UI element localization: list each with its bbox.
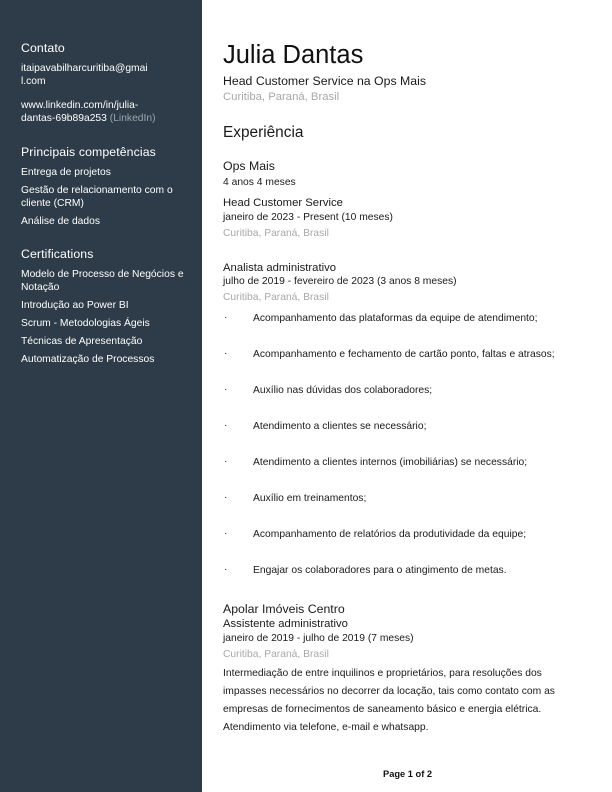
bullet-dot: · — [224, 528, 228, 539]
role-location: Curitiba, Paraná, Brasil — [223, 649, 329, 660]
profile-location: Curitiba, Paraná, Brasil — [223, 91, 340, 103]
company-duration: 4 anos 4 meses — [223, 177, 296, 188]
bullet-dot: · — [224, 420, 228, 431]
certifications-heading: Certifications — [21, 247, 94, 261]
certification-item: Modelo de Processo de Negócios e Notação — [21, 269, 184, 293]
skills-heading: Principais competências — [21, 145, 156, 159]
bullet-text: Auxílio em treinamentos; — [253, 493, 367, 504]
role-dates: janeiro de 2019 - julho de 2019 (7 meses) — [223, 633, 414, 644]
linkedin-line-2: dantas-69b89a253 — [21, 113, 107, 124]
role-title: Assistente administrativo — [223, 618, 348, 630]
bullet-dot: · — [224, 348, 228, 359]
company-name: Apolar Imóveis Centro — [223, 602, 345, 616]
contact-section — [21, 41, 192, 125]
role-title: Analista administrativo — [223, 262, 337, 274]
bullet-text: Atendimento a clientes se necessário; — [253, 421, 427, 432]
main-content — [223, 0, 598, 792]
bullet-text: Acompanhamento de relatórios da produtividade da equipe; — [253, 529, 527, 540]
certifications-list — [21, 268, 192, 366]
contact-heading: Contato — [21, 41, 65, 55]
role-title: Head Customer Service — [223, 197, 343, 209]
skill-item: Análise de dados — [21, 216, 101, 227]
linkedin-line-1: www.linkedin.com/in/julia- — [21, 100, 139, 111]
linkedin-link[interactable] — [21, 99, 192, 125]
certification-item: Automatização de Processos — [21, 354, 155, 365]
page-indicator: Page 1 of 2 — [383, 769, 433, 779]
profile-headline: Head Customer Service na Ops Mais — [223, 74, 426, 88]
experience-heading: Experiência — [223, 124, 304, 141]
email-link[interactable] — [21, 62, 192, 88]
email-line-2: l.com — [21, 76, 46, 87]
email-line-1: itaipavabilharcuritiba@gmai — [21, 63, 148, 74]
skill-item: Gestão de relacionamento com o cliente (CRM) — [21, 185, 173, 209]
certifications-section — [21, 247, 192, 366]
bullet-dot: · — [224, 492, 228, 503]
bullet-text: Engajar os colaboradores para o atingimento de metas. — [253, 565, 507, 576]
role-dates: julho de 2019 - fevereiro de 2023 (3 anos 8 meses) — [223, 276, 457, 287]
skills-section — [21, 145, 192, 228]
company-name: Ops Mais — [223, 159, 275, 173]
bullet-dot: · — [224, 456, 228, 467]
role-location: Curitiba, Paraná, Brasil — [223, 292, 329, 303]
certification-item: Técnicas de Apresentação — [21, 336, 143, 347]
skills-list — [21, 166, 192, 228]
linkedin-tag: (LinkedIn) — [109, 113, 156, 124]
certification-item: Scrum - Metodologias Ágeis — [21, 318, 150, 329]
bullet-dot: · — [224, 312, 228, 323]
role-description: Intermediação de entre inquilinos e proprietários, para resoluções dos impasses necessários no decorrer da locação, tais como contato com as empresas de fornecimentos de saneamento básico e energia elétrica. Atendimento via telefone, e-mail e whatsapp. — [223, 668, 555, 733]
bullet-text: Acompanhamento das plataformas da equipe de atendimento; — [253, 313, 538, 324]
profile-name: Julia Dantas — [223, 41, 364, 69]
certification-item: Introdução ao Power BI — [21, 300, 129, 311]
bullet-text: Atendimento a clientes internos (imobiliárias) se necessário; — [253, 457, 528, 468]
bullet-text: Acompanhamento e fechamento de cartão ponto, faltas e atrasos; — [253, 349, 555, 360]
role-dates: janeiro de 2023 - Present (10 meses) — [223, 212, 393, 223]
bullet-dot: · — [224, 564, 228, 575]
sidebar — [0, 0, 202, 792]
bullet-dot: · — [224, 384, 228, 395]
role-location: Curitiba, Paraná, Brasil — [223, 228, 329, 239]
bullet-text: Auxílio nas dúvidas dos colaboradores; — [253, 385, 433, 396]
skill-item: Entrega de projetos — [21, 167, 111, 178]
